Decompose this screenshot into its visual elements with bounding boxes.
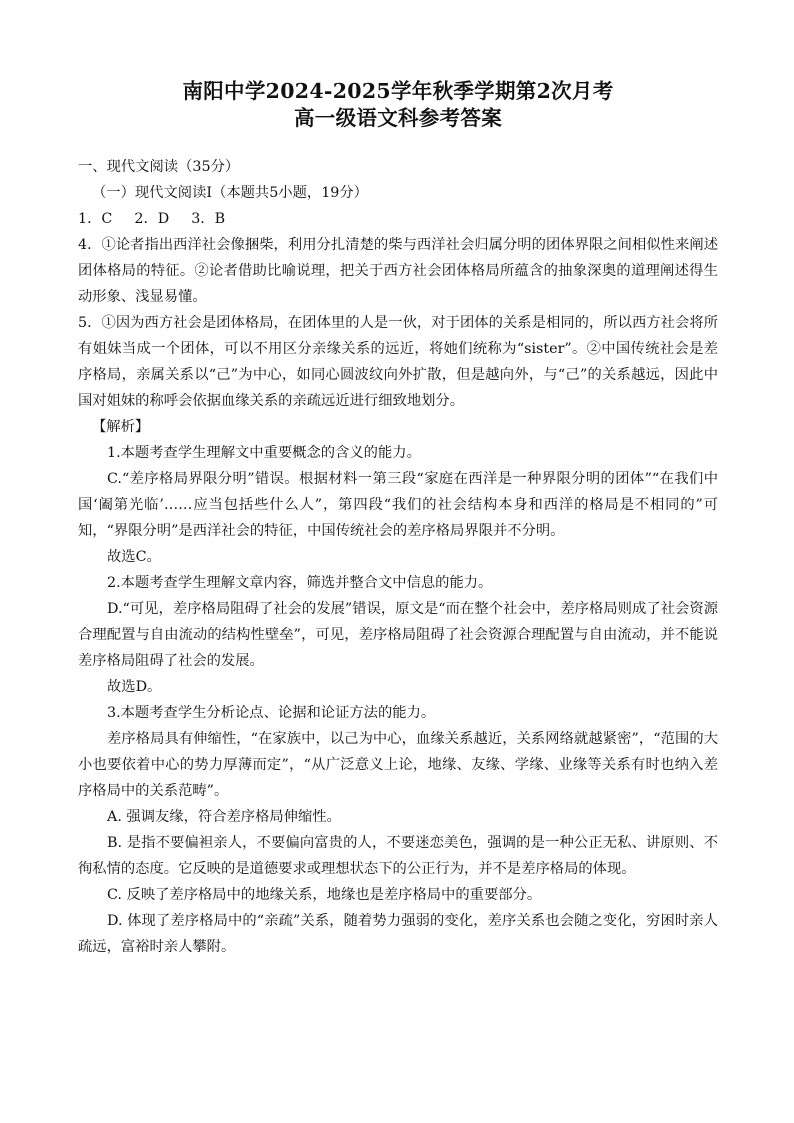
analysis-paragraph: C.“差序格局界限分明”错误。根据材料一第三段“家庭在西洋是一种界限分明的团体”“在我们中国‘阖第光临’……应当包括些什么人”，第四段“我们的社会结构本身和西洋的格局是不相同的”可知，“界限分明”是西洋社会的特征，中国传统社会的差序格局界限并不分明。 [78, 471, 718, 539]
title-line-2: 高一级语文科参考答案 [294, 106, 502, 130]
answer-2: 2．D [134, 211, 170, 227]
answer-q4: 4．①论者指出西洋社会像捆柴，利用分扎清楚的柴与西洋社会归属分明的团体界限之间相似性来阐述团体格局的特征。②论者借助比喻说理，把关于西方社会团体格局所蕴含的抽象深奥的道理阐述得生动形象、浅显易懂。 [78, 237, 718, 305]
answer-3: 3．B [191, 211, 226, 227]
analysis-label: 【解析】 [92, 419, 150, 435]
analysis-paragraph: A. 强调友缘，符合差序格局伸缩性。 [107, 809, 341, 825]
analysis-paragraph: 1.本题考查学生理解文中重要概念的含义的能力。 [107, 445, 421, 461]
answer-q5: 5．①因为西方社会是团体格局，在团体里的人是一伙，对于团体的关系是相同的，所以西方社会将所有姐妹当成一个团体，可以不用区分亲缘关系的远近，将她们统称为“sister”。②中国传统社会是差序格局，亲属关系以“己”为中心，如同心圆波纹向外扩散，但是越向外，与“己”的关系越远，因此中国对姐妹的称呼会依据血缘关系的亲疏远近进行细致地划分。 [78, 315, 718, 409]
analysis-paragraph: D. 体现了差序格局中的“亲疏”关系，随着势力强弱的变化，差序关系也会随之变化，穷困时亲人疏远，富裕时亲人攀附。 [78, 913, 718, 955]
analysis-paragraph: 故选C。 [107, 549, 161, 565]
analysis-paragraph: 3.本题考查学生分析论点、论据和论证方法的能力。 [107, 705, 436, 721]
document-page [78, 78, 718, 960]
analysis-paragraph: 故选D。 [107, 679, 162, 695]
section-heading: 一、现代文阅读（35分） [78, 159, 240, 175]
analysis-paragraph: C. 反映了差序格局中的地缘关系，地缘也是差序格局中的重要部分。 [107, 887, 542, 903]
analysis-paragraph: D.“可见，差序格局阻碍了社会的发展”错误，原文是“而在整个社会中，差序格局则成了社会资源合理配置与自由流动的结构性壁垒”，可见，差序格局阻碍了社会资源合理配置与自由流动，并不能说差序格局阻碍了社会的发展。 [78, 601, 718, 669]
choice-answers [78, 206, 718, 232]
sub-heading: （一）现代文阅读Ⅰ（本题共5小题，19分） [92, 185, 368, 201]
answer-body [78, 154, 718, 960]
analysis-paragraph: 2.本题考查学生理解文章内容，筛选并整合文中信息的能力。 [107, 575, 493, 591]
title-line-1: 南阳中学2024-2025学年秋季学期第2次月考 [182, 79, 614, 103]
analysis-paragraph: 差序格局具有伸缩性，“在家族中，以己为中心，血缘关系越近，关系网络就越紧密”，“范围的大小也要依着中心的势力厚薄而定”，“从广泛意义上论，地缘、友缘、学缘、业缘等关系有时也纳入差序格局中的关系范畴”。 [78, 731, 718, 799]
page-title [78, 78, 718, 132]
answer-1: 1．C [78, 211, 113, 227]
analysis-paragraph: B. 是指不要偏袒亲人，不要偏向富贵的人，不要迷恋美色，强调的是一种公正无私、讲原则、不徇私情的态度。它反映的是道德要求或理想状态下的公正行为，并不是差序格局的体现。 [78, 835, 718, 877]
